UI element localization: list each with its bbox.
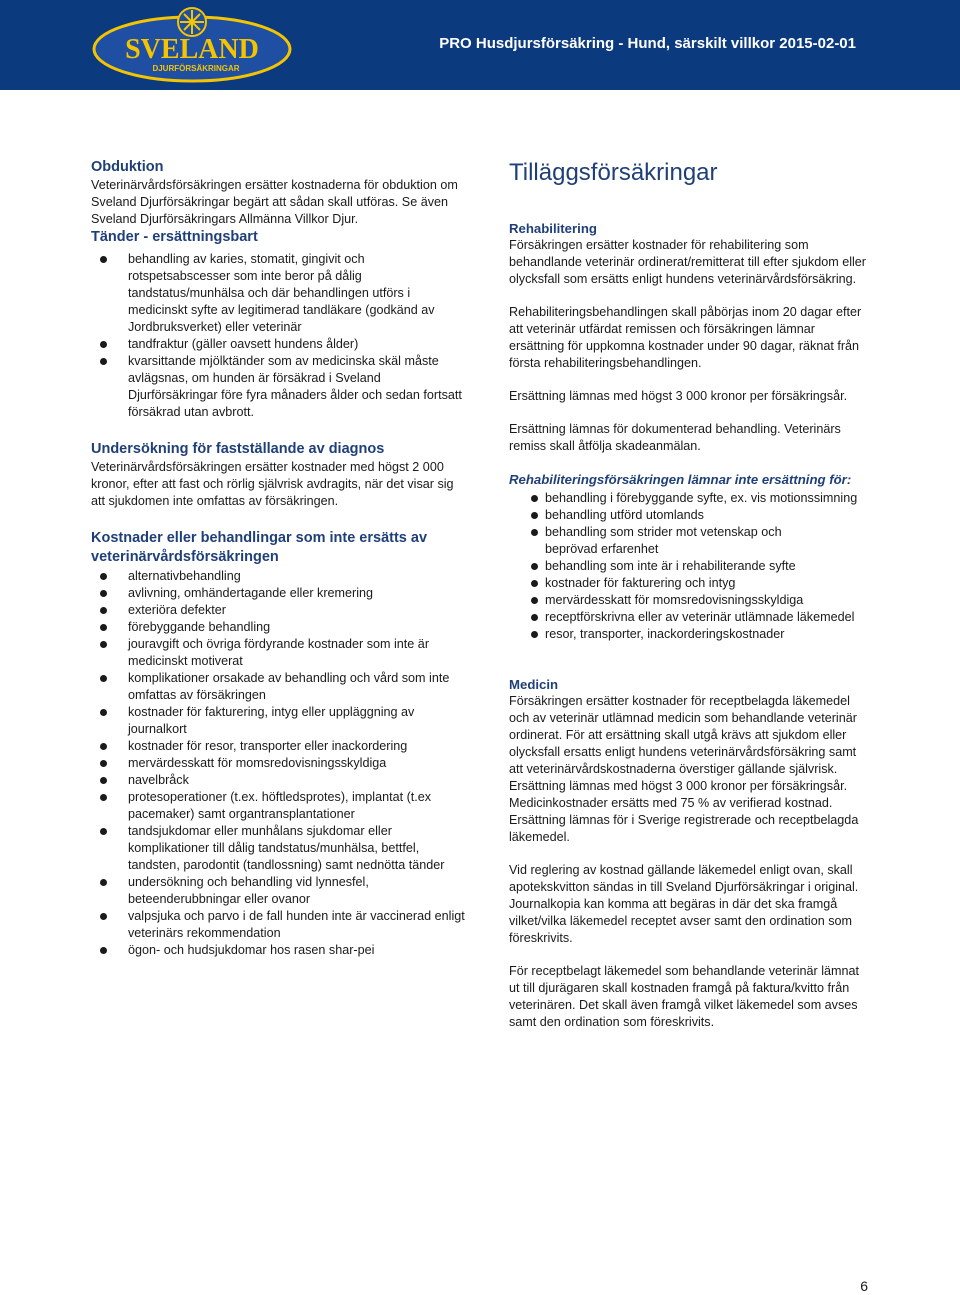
tillagg-title: Tilläggsförsäkringar — [509, 159, 718, 186]
rehab-p2: Rehabiliteringsbehandlingen skall påbörjas inom 20 dagar efter att veterinär utfärdat remissen och försäkringen lämnar ersättning för uppkomna kostnader under 90 dagar, räknat från första rehabiliteringsbehandlingen. — [509, 305, 862, 370]
document-title: PRO Husdjursförsäkring - Hund, särskilt villkor 2015-02-01 — [439, 35, 856, 52]
list-item: receptförskrivna eller av veterinär utlämnade läkemedel — [509, 609, 869, 626]
page-header — [0, 0, 960, 90]
rehab-exclusions-list — [509, 490, 869, 643]
list-item: kostnader för fakturering och intyg — [509, 575, 869, 592]
rehab-heading: Rehabilitering — [509, 221, 597, 236]
sveland-logo — [92, 4, 292, 86]
tander-heading: Tänder - ersättningsbart — [91, 229, 258, 245]
list-item: behandling i förebyggande syfte, ex. vis motionssimning — [509, 490, 869, 507]
list-item: resor, transporter, inackorderingskostnader — [509, 626, 869, 643]
list-item: behandling av karies, stomatit, gingivit och rotspetsabscesser som inte beror på dålig tandstatus/munhälsa och där behandlingen utförs i medicinskt syfte av legitimerad tandläkare (godkänd av Jordbruksverket) eller veterinär — [91, 251, 466, 336]
list-item: kostnader för fakturering, intyg eller uppläggning av journalkort — [91, 704, 466, 738]
tander-list — [91, 251, 466, 421]
medicin-p1: Försäkringen ersätter kostnader för receptbelagda läkemedel och av veterinär utlämnad medicin som behandlande veterinär ordinerat. För att ersättning skall utgå krävs att sjukdom eller olycksfall ersatts enligt hundens veterinärvårdsförsäkring samt att veterinärvårdskostnaderna överstiger gällande självrisk. Ersättning lämnas med högst 3 000 kronor per försäkringsår. Medicinkostnader ersätts med 75 % av verifierad kostnad. Ersättning lämnas för i Sverige registrerade och receptbelagda läkemedel. — [509, 694, 859, 844]
kostnader-list — [91, 568, 466, 959]
medicin-heading: Medicin — [509, 677, 559, 692]
list-item: exteriöra defekter — [91, 602, 466, 619]
list-item: mervärdesskatt för momsredovisningsskyldiga — [509, 592, 869, 609]
list-item: förebyggande behandling — [91, 619, 466, 636]
left-column — [91, 158, 466, 959]
list-item: undersökning och behandling vid lynnesfel, beteenderubbningar eller ovanor — [91, 874, 466, 908]
list-item: kvarsittande mjölktänder som av medicinska skäl måste avlägsnas, om hunden är försäkrad i Sveland Djurförsäkringar före fyra månaders ålder och sedan fortsatt försäkrad utan avbrott. — [91, 353, 466, 421]
rehab-p3: Ersättning lämnas med högst 3 000 kronor per försäkringsår. — [509, 389, 848, 403]
undersokning-heading: Undersökning för fastställande av diagnos — [91, 441, 385, 457]
medicin-p3: För receptbelagt läkemedel som behandlande veterinär lämnat ut till djurägaren skall kostnaden framgå på faktura/kvitto från veterinären. Det skall även framgå vilket läkemedel som avses samt den ordination som föreskrivits. — [509, 964, 860, 1029]
rehab-p4: Ersättning lämnas för dokumenterad behandling. Veterinärs remiss skall åtfölja skadeanmälan. — [509, 422, 841, 453]
list-item: behandling utförd utomlands — [509, 507, 869, 524]
obduktion-heading: Obduktion — [91, 159, 164, 175]
rehab-exclusions-heading: Rehabiliteringsförsäkringen lämnar inte ersättning för: — [509, 472, 852, 487]
obduktion-text: Veterinärvårdsförsäkringen ersätter kostnaderna för obduktion om Sveland Djurförsäkringar begärt att sådan skall utföras. Se även Sveland Djurförsäkringars Allmänna Villkor Djur. — [91, 178, 458, 226]
list-item: mervärdesskatt för momsredovisningsskyldiga — [91, 755, 466, 772]
undersokning-text: Veterinärvårdsförsäkringen ersätter kostnader med högst 2 000 kronor, efter att fast och rörlig självrisk avdragits, när det visar sig att sjukdomen inte omfattas av försäkringen. — [91, 460, 454, 508]
list-item: tandfraktur (gäller oavsett hundens ålder) — [91, 336, 466, 353]
list-item: navelbråck — [91, 772, 466, 789]
list-item: valpsjuka och parvo i de fall hunden inte är vaccinerad enligt veterinärs rekommendation — [91, 908, 466, 942]
list-item: protesoperationer (t.ex. höftledsprotes), implantat (t.ex pacemaker) samt organtransplantationer — [91, 789, 466, 823]
logo-subtext: DJURFÖRSÄKRINGAR — [152, 64, 240, 73]
page-number: 6 — [860, 1278, 868, 1294]
medicin-p2: Vid reglering av kostnad gällande läkemedel enligt ovan, skall apotekskvitton sändas in till Sveland Djurförsäkringar i original. Journalkopia kan komma att begäras in där det ska framgå vilket/vilka läkemedel receptet avser samt den ordination som föreskrivits. — [509, 863, 859, 945]
logo-text: SVELAND — [125, 34, 259, 65]
list-item: tandsjukdomar eller munhålans sjukdomar eller komplikationer till dålig tandstatus/munhälsa, bettfel, tandsten, parodontit (tandlossning) samt nednötta tänder — [91, 823, 466, 874]
list-item: avlivning, omhändertagande eller kremering — [91, 585, 466, 602]
list-item: kostnader för resor, transporter eller inackordering — [91, 738, 466, 755]
right-column — [509, 158, 869, 1031]
list-item: ögon- och hudsjukdomar hos rasen shar-pei — [91, 942, 466, 959]
list-item: alternativbehandling — [91, 568, 466, 585]
list-item: komplikationer orsakade av behandling och vård som inte omfattas av försäkringen — [91, 670, 466, 704]
list-item: behandling som inte är i rehabiliterande syfte — [509, 558, 869, 575]
kostnader-heading: Kostnader eller behandlingar som inte ersätts av veterinärvårdsförsäkringen — [91, 530, 428, 565]
list-item: behandling som strider mot vetenskap och beprövad erfarenhet — [509, 524, 815, 558]
list-item: jouravgift och övriga fördyrande kostnader som inte är medicinskt motiverat — [91, 636, 466, 670]
rehab-p1: Försäkringen ersätter kostnader för rehabilitering som behandlande veterinär ordinerat/remitterat till efter sjukdom eller olycksfall som ersätts enligt hundens veterinärvårdsförsäkring. — [509, 238, 867, 286]
